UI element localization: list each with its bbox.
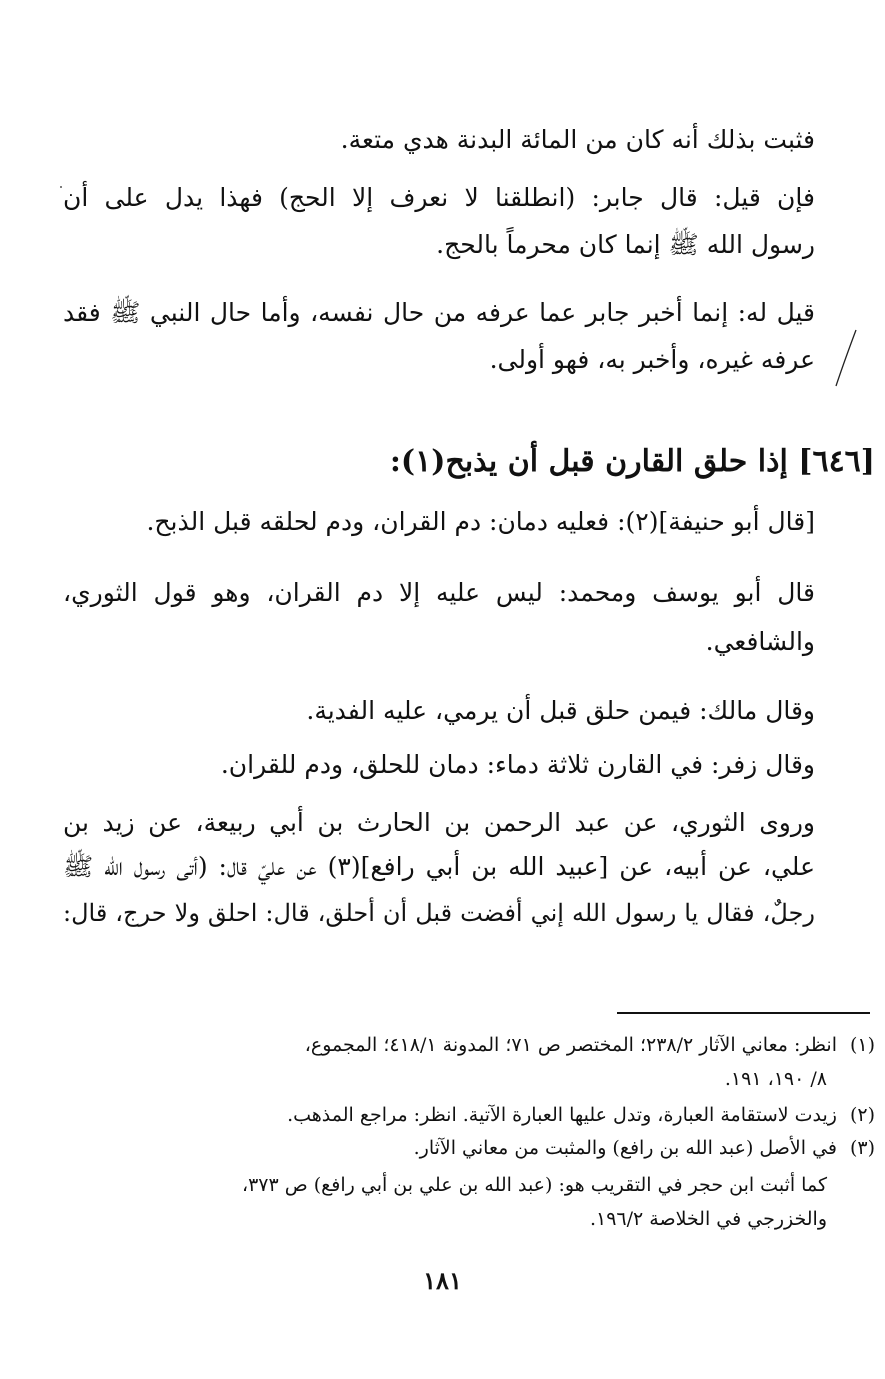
section-line-3: والشافعي. [705,627,815,656]
footnote-2-number: (٢) [849,1104,875,1126]
footnote-3-continuation-1: كما أثبت ابن حجر في التقريب هو: (عبد الله بن علي بن أبي رافع) ص ٣٧٣، [241,1174,827,1196]
body-line-5: عرفه غيره، وأخبر به، فهو أولى. [489,345,815,374]
scan-speck [60,186,62,188]
footnote-3-continuation-2: والخزرجي في الخلاصة ١٩٦/٢. [589,1208,827,1230]
section-line-5: وقال زفر: في القارن ثلاثة دماء: دمان للحلق، ودم للقران. [220,750,815,779]
footnote-1-continuation: ٨/ ١٩٠، ١٩١. [724,1068,827,1090]
page-number: ١٨١ [423,1266,462,1295]
footnote-1-number: (١) [849,1034,875,1056]
footnote-1 [53,1034,875,1057]
footnote-3-number: (٣) [849,1137,875,1159]
body-line-3: رسول الله ﷺ إنما كان محرماً بالحج. [436,230,815,259]
section-line-8: رجلٌ، فقال يا رسول الله إني أفضت قبل أن أحلق، قال: احلق ولا حرج، قال: [63,899,815,927]
footnote-1-text: انظر: معاني الآثار ٢٣٨/٢؛ المختصر ص ٧١؛ المدونة ٤١٨/١؛ المجموع، [304,1034,837,1056]
section-line-4: وقال مالك: فيمن حلق قبل أن يرمي، عليه الفدية. [306,696,815,725]
footnote-separator [617,1012,870,1014]
section-line-6: وروى الثوري، عن عبد الرحمن بن الحارث بن أبي ربيعة، عن زيد بن [63,808,815,837]
footnote-3 [53,1137,875,1160]
body-line-2: فإن قيل: قال جابر: (انطلقنا لا نعرف إلا الحج) فهذا يدل على أن [63,183,815,212]
footnote-2-text: زيدت لاستقامة العبارة، وتدل عليها العبارة الآتية. انظر: مراجع المذهب. [287,1104,837,1126]
section-heading: [٦٤٦] إذا حلق القارن قبل أن يذبح(١): [389,444,875,479]
section-line-2: قال أبو يوسف ومحمد: ليس عليه إلا دم القران، وهو قول الثوري، [63,578,815,607]
body-line-4: قيل له: إنما أخبر جابر عما عرفه من حال نفسه، وأما حال النبي ﷺ فقد [63,298,815,327]
pen-stroke-mark [832,328,862,388]
body-line-1: فثبت بذلك أنه كان من المائة البدنة هدي متعة. [340,125,815,154]
section-line-7: علي، عن أبيه، عن [عبيد الله بن أبي رافع](٣) عن عليّ قال: (أتى رسول الله ﷺ [63,852,816,881]
section-line-1: [قال أبو حنيفة](٢): فعليه دمان: دم القران، ودم لحلقه قبل الذبح. [146,507,815,536]
footnote-3-text: في الأصل (عبد الله بن رافع) والمثبت من معاني الآثار. [413,1137,837,1159]
footnote-2 [53,1104,875,1127]
